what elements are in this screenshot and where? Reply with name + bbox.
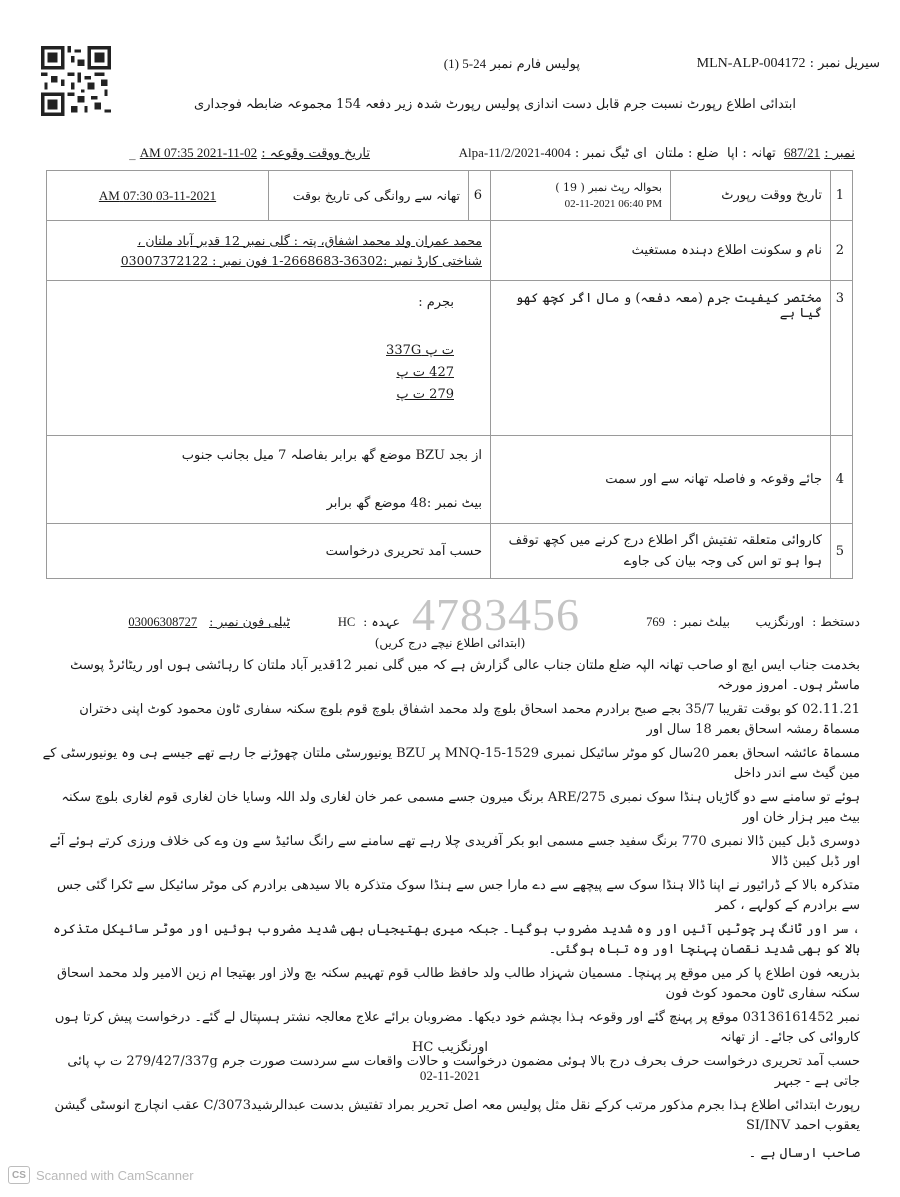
statement-line: بذریعہ فون اطلاع پا کر میں موقع پر پہنچا۔ مسمیان شہزاد طالب ولد حافظ طالب قوم تھہیم سکنہ بچ ولاز اور بھتیجا ام زین الامیر ولد محمد اسحاق سکنہ سفاری ٹاون محمود کوٹ فون — [56, 966, 860, 1001]
offence-summary-label: مختصر کیفیت جرم (معہ دفعہ) و مال اگر کچھ کھو گیا ہے — [491, 281, 831, 436]
enter-info-note: (ابتدائی اطلاع نیچے درج کریں) — [374, 636, 526, 650]
rank: عہدہ : HC — [337, 614, 400, 629]
camscanner-badge — [8, 1166, 194, 1184]
statement-line: ، سر اور ٹانگ پر چوٹیں آئیں اور وہ شدید مضروب ہوگیا۔ جبکہ میری بھتیجیاں بھی شدید مضروب ہوئیں اور موٹر سائیکل متذکرہ بالا کو بھی شدید نقصان پہنچا اور وہ تباہ ہوگئی۔ — [53, 922, 860, 957]
statement-line: بخدمت جناب ایس ایچ او صاحب تھانہ الپہ ضلع ملتان جناب عالی گزارش ہے کہ میں گلی نمبر 12قدیر آباد ملتان کا رہائشی ہوں اور ریٹائرڈ پوسٹ ماسٹر ہوں۔ امروز مورخہ — [70, 658, 860, 693]
offence-item: 427 ت پ — [396, 365, 454, 380]
offence-item: ت پ 337G — [386, 343, 454, 358]
statement-line: 02.11.21 کو بوقت تقریبا 35/7 بجے صبح برادرم محمد اسحاق بلوچ ولد محمد اشفاق بلوچ قوم بلوچ سکنہ سفاری ٹاون محمود کوٹ اپنی دختران مسماۃ رمشہ اسحاق بعمر 18 سال اور — [79, 702, 860, 737]
camscanner-text: Scanned with CamScanner — [36, 1167, 194, 1183]
statement-line: مسماۃ عائشہ اسحاق بعمر 20سال کو موٹر سائیکل نمبری MNQ-15-1529 پر BZU یونیورسٹی ملتان چھوڑنے جا رہے تھے جیسے ہی وہ یونیورسٹی کے مین گیٹ سے اندر داخل — [42, 746, 860, 781]
watermark-number: 4783456 — [412, 589, 580, 640]
statement-line: نمبر 03136161452 موقع پر پہنچ گئے اور وقوعہ ہذا بچشم خود دیکھا۔ مضروبان برائے علاج معالجہ نشتر ہسپتال لے گئے۔ درخواست پیش کرتا ہوں کاروائی کی جائے۔ از تھانہ — [54, 1010, 860, 1045]
report-datetime-value: بحوالہ رپٹ نمبر ( 19 ) 02-11-2021 06:40 PM — [491, 171, 671, 221]
row-number: 4 — [831, 436, 853, 524]
document-title: ابتدائی اطلاع رپورٹ نسبت جرم قابل دست اندازی پولیس رپورٹ شدہ زیر دفعہ 154 مجموعہ ضابطہ فوجداری — [194, 97, 796, 112]
row-number: 3 — [831, 281, 853, 436]
row-number: 2 — [831, 221, 853, 281]
table-row — [47, 436, 853, 524]
camscanner-logo-icon: CS — [8, 1166, 30, 1184]
police-form-number: پولیس فارم نمبر 24-5 (1) — [443, 56, 580, 72]
table-row — [47, 524, 853, 579]
signature: دستخط : اورنگزیب — [755, 614, 860, 629]
signature-date: 02-11-2021 — [419, 1068, 481, 1083]
departure-datetime-value: 03-11-2021 07:30 AM — [47, 171, 269, 221]
table-row — [47, 281, 853, 436]
table-row — [47, 171, 853, 221]
complainant-label: نام و سکونت اطلاع دہندہ مستغیث — [491, 221, 831, 281]
row-number: 1 — [831, 171, 853, 221]
offence-item: 279 ت پ — [396, 387, 454, 402]
phone-number: ٹیلی فون نمبر : 03006308727 — [128, 614, 290, 629]
belt-number: بیلٹ نمبر : 769 — [646, 614, 730, 629]
qr-code-icon — [41, 46, 111, 116]
row-number: 6 — [469, 171, 491, 221]
occurrence-datetime: تاریخ ووقت وقوعہ : 02-11-2021 07:35 AM _ — [129, 145, 370, 161]
fir-header-line: نمبر : 687/21 تھانہ : اپا ضلع : ملتان ای ٹیگ نمبر : Alpa-11/2/2021-4004 — [458, 145, 855, 161]
fir-statement — [40, 656, 860, 1167]
statement-line: متذکرہ بالا کے ڈرائیور نے اپنا ڈالا ہنڈا سوک سے پیچھے سے دے مارا جس سے ہنڈا سوک متذکرہ بالا سیدھی برادرم کی موٹر سائیکل سے ٹکرا گئی جس سے برادرم کے کولہے ، کمر — [56, 878, 860, 913]
place-of-occurrence-label: جائے وقوعہ و فاصلہ تھانہ سے اور سمت — [491, 436, 831, 524]
statement-line: دوسری ڈبل کیبن ڈالا نمبری 770 برنگ سفید جسے مسمی ابو بکر آفریدی چلا رہے تھے سامنے سے رانگ سائیڈ سے ون وے کی خلاف ورزی کرتے ہوئے آئے اور ڈبل کیبن ڈالا — [49, 834, 860, 869]
fir-table — [46, 170, 853, 579]
delay-reason-label: کاروائی متعلقہ تفتیش اگر اطلاع درج کرنے میں کچھ توقف ہوا ہو تو اس کی وجہ بیان کی جاوے — [491, 524, 831, 579]
serial-number: سیریل نمبر : MLN-ALP-004172 — [696, 56, 880, 71]
statement-line: ہوئے تو سامنے سے دو گاڑیاں ہنڈا سوک نمبری ARE/275 برنگ میرون جسے مسمی عمر خان لغاری ولد اللہ وسایا خان لغاری قوم لغاری بلوچ سکنہ بیٹ میر ہزار خان اور — [61, 790, 860, 825]
report-datetime-label: تاریخ ووقت رپورٹ — [671, 171, 831, 221]
place-of-occurrence-value: از بجد BZU موضع گھ برابر بفاصلہ 7 میل بجانب جنوب بیٹ نمبر :48 موضع گھ برابر — [47, 436, 491, 524]
statement-line: حسب آمد تحریری درخواست حرف بحرف درج بالا ہوئی مضمون درخواست و حالات واقعات سے سردست صورت جرم 279/427/337g ت پ پائی جاتی ہے - جبہر — [67, 1054, 860, 1089]
offence-details: بجرم : ت پ 337G 427 ت پ 279 ت پ — [47, 281, 491, 436]
statement-line: صاحب ارسال ہے ۔ — [748, 1146, 860, 1161]
row-number: 5 — [831, 524, 853, 579]
table-row — [47, 221, 853, 281]
delay-reason-value: حسب آمد تحریری درخواست — [47, 524, 491, 579]
statement-line: رپورٹ ابتدائی اطلاع ہذا بجرم مذکور مرتب کرکے نقل مثل پولیس معہ اصل تحریر بمراد تفتیش بدست عبدالرشید3073/C عقب انچارج انوسٹی گیشن یعقوب احمد SI/INV — [54, 1098, 860, 1133]
departure-datetime-label: تھانہ سے روانگی کی تاریخ بوقت — [269, 171, 469, 221]
complainant-details: محمد عمران ولد محمد اشفاق، پتہ : گلی نمبر 12 قدیر آباد ملتان ، شناختی کارڈ نمبر :36302-2668683-1 فون نمبر : 03007372122 — [47, 221, 491, 281]
officer-signature: اورنگزیب HC — [412, 1040, 488, 1055]
